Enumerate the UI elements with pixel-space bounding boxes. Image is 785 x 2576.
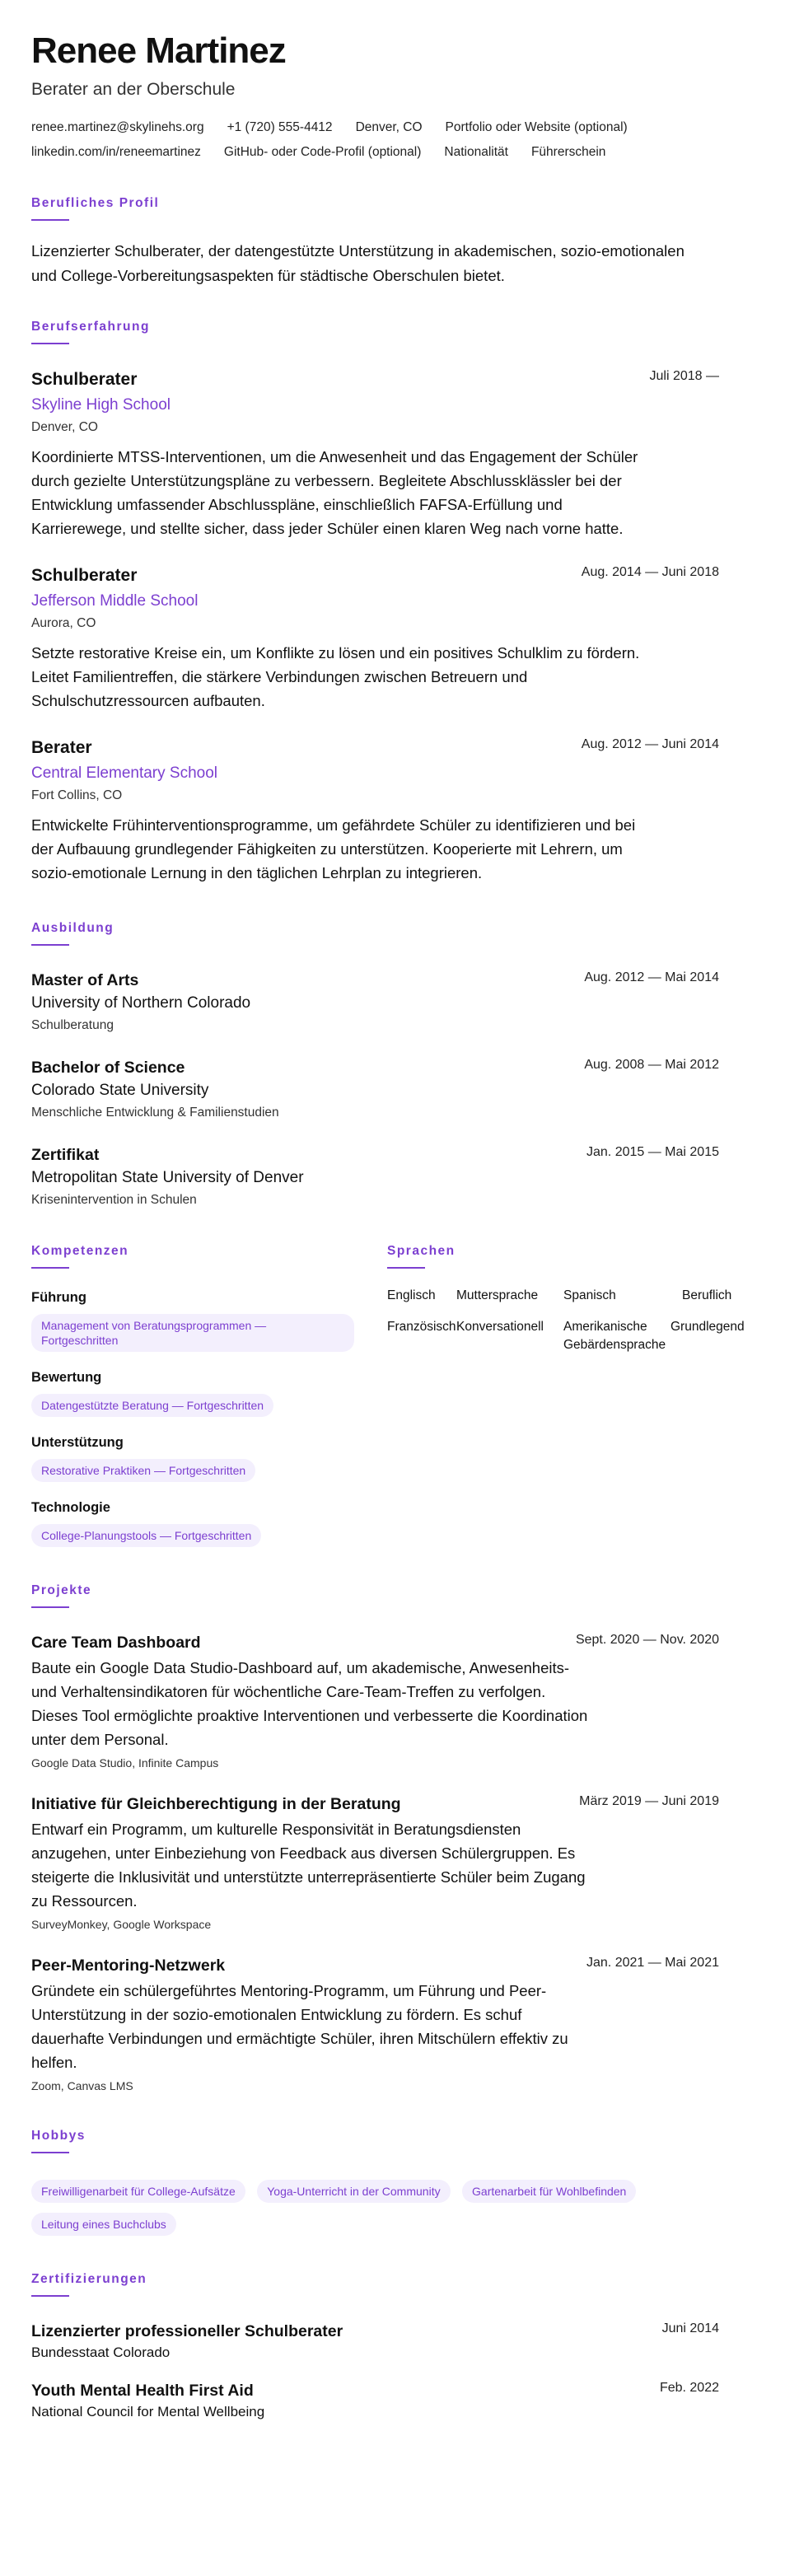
project-title: Care Team Dashboard — [31, 1634, 201, 1652]
projects-section — [31, 1583, 754, 2092]
education-degree: Bachelor of Science — [31, 1059, 185, 1077]
section-title: Ausbildung — [31, 921, 114, 935]
language-name: Englisch — [387, 1288, 436, 1302]
section-divider — [31, 2152, 69, 2153]
contact-github[interactable]: GitHub- oder Code-Profil (optional) — [223, 145, 422, 159]
project-description: Entwarf ein Programm, um kulturelle Responsivität in Beratungsdiensten anzugehen, unter Einbeziehung von Feedback aus diversen Schülergruppen. Es steigerte die Inklusivität und unterstützte unterrepräsentierte Schüler beim Zugang zu Ressourcen. — [31, 1821, 586, 1910]
job-description: Entwickelte Frühinterventionsprogramme, um gefährdete Schüler zu identifizieren und bei der Aufbauung grundlegender Fähigkeiten zu unterstützen. Kooperierte mit Lehrern, um sozio-emotionale Lernung in den täglichen Lehrplan zu integrieren. — [31, 816, 636, 881]
certification-entry — [31, 2381, 754, 2420]
section-divider — [31, 1267, 69, 1269]
certification-issuer: Bundesstaat Colorado — [31, 2345, 171, 2360]
job-company: Skyline High School — [31, 396, 171, 414]
section-title: Berufserfahrung — [31, 320, 150, 334]
profile-text: Lizenzierter Schulberater, der datengestützte Unterstützung in akademischen, sozio-emotionalen und College-Vorbereitungsaspekten für städtische Oberschulen bietet. — [31, 242, 685, 284]
language-level: Beruflich — [682, 1288, 732, 1302]
certification-title: Lizenzierter professioneller Schulberater — [31, 2322, 343, 2340]
job-entry — [31, 737, 754, 885]
skills-section — [31, 1244, 354, 1547]
section-divider — [31, 944, 69, 946]
section-title: Berufliches Profil — [31, 196, 160, 210]
contact-linkedin[interactable]: linkedin.com/in/reneemartinez — [31, 145, 201, 159]
education-entry — [31, 1058, 754, 1120]
contact-phone[interactable]: +1 (720) 555-4412 — [227, 120, 333, 134]
section-title: Sprachen — [387, 1244, 456, 1258]
contact-license: Führerschein — [530, 145, 606, 159]
certification-entry — [31, 2321, 754, 2361]
skill-category: Unterstützung — [31, 1435, 124, 1450]
job-entry — [31, 369, 754, 540]
education-entry — [31, 970, 754, 1033]
job-date: Juli 2018 — — [649, 369, 719, 383]
education-school: Colorado State University — [31, 1082, 209, 1099]
language-name: Amerikanische Gebärdensprache — [563, 1320, 666, 1352]
skills-languages-row — [31, 1244, 754, 1547]
job-location: Aurora, CO — [31, 616, 96, 630]
skill-category: Technologie — [31, 1500, 110, 1515]
section-divider — [31, 219, 69, 221]
project-tech: SurveyMonkey, Google Workspace — [31, 1918, 212, 1931]
profile-section — [31, 196, 754, 288]
project-date: März 2019 — Juni 2019 — [579, 1794, 719, 1808]
contact-location: Denver, CO — [355, 120, 423, 134]
job-description: Setzte restorative Kreise ein, um Konflikte zu lösen und ein positives Schulklim zu fördern. Leitet Familientreffen, die stärkere Verbindungen zwischen Betreuern und Schulschutzressourcen aufbauten. — [31, 644, 640, 709]
job-title: Schulberater — [31, 566, 138, 585]
certification-issuer: National Council for Mental Wellbeing — [31, 2404, 265, 2419]
section-title: Kompetenzen — [31, 1244, 129, 1258]
section-divider — [387, 1267, 425, 1269]
hobby-pill: Yoga-Unterricht in der Community — [257, 2180, 450, 2203]
project-description: Baute ein Google Data Studio-Dashboard auf, um akademische, Anwesenheits- und Verhaltensindikatoren für wöchentliche Care-Team-Treffen zu verfolgen. Dieses Tool ermöglichte proaktive Interventionen und verbesserte die Koordination unter dem Personal. — [31, 1659, 588, 1748]
contact-nationality: Nationalität — [444, 145, 508, 159]
job-description: Koordinierte MTSS-Interventionen, um die Anwesenheit und das Engagement der Schüler durch gezielte Unterstützungspläne zu verbessern. Begleitete Abschlussklässler bei der Entwicklung umfassender Abschlusspläne, einschließlich FAFSA-Erfüllung und Karrierewege, und stellte sicher, dass jeder Schüler einen klaren Weg nach vorne hatte. — [31, 448, 638, 537]
certification-date: Feb. 2022 — [659, 2381, 719, 2395]
project-entry — [31, 1956, 754, 2092]
job-location: Denver, CO — [31, 420, 98, 434]
experience-section — [31, 320, 754, 885]
section-title: Zertifizierungen — [31, 2272, 147, 2286]
skill-category: Führung — [31, 1290, 86, 1305]
section-divider — [31, 343, 69, 344]
person-name: Renee Martinez — [31, 30, 286, 71]
contact-email[interactable]: renee.martinez@skylinehs.org — [31, 120, 204, 134]
job-entry — [31, 565, 754, 713]
education-entry — [31, 1145, 754, 1208]
hobby-pill: Freiwilligenarbeit für College-Aufsätze — [31, 2180, 245, 2203]
language-level: Grundlegend — [671, 1320, 745, 1334]
section-divider — [31, 2295, 69, 2297]
languages-section — [387, 1244, 766, 1547]
education-school: University of Northern Colorado — [31, 994, 251, 1012]
project-date: Sept. 2020 — Nov. 2020 — [575, 1633, 719, 1647]
job-location: Fort Collins, CO — [31, 788, 123, 802]
education-date: Aug. 2008 — Mai 2012 — [584, 1058, 719, 1072]
language-level: Konversationell — [456, 1320, 544, 1334]
language-name: Spanisch — [563, 1288, 616, 1302]
project-title: Initiative für Gleichberechtigung in der Beratung — [31, 1795, 401, 1813]
education-date: Aug. 2012 — Mai 2014 — [584, 970, 719, 984]
hobbies-list — [31, 2170, 756, 2236]
skill-pill: Datengestützte Beratung — Fortgeschritten — [31, 1394, 273, 1417]
person-role: Berater an der Oberschule — [31, 80, 236, 99]
section-title: Projekte — [31, 1583, 92, 1597]
contact-portfolio[interactable]: Portfolio oder Website (optional) — [445, 120, 628, 134]
contact-list — [31, 120, 740, 160]
skill-category: Bewertung — [31, 1370, 102, 1385]
education-degree: Zertifikat — [31, 1146, 100, 1164]
language-level: Muttersprache — [456, 1288, 539, 1302]
job-date: Aug. 2012 — Juni 2014 — [581, 737, 719, 751]
project-title: Peer-Mentoring-Netzwerk — [31, 1957, 226, 1975]
job-title: Schulberater — [31, 370, 138, 389]
language-name: Französisch — [387, 1320, 456, 1334]
education-school: Metropolitan State University of Denver — [31, 1169, 304, 1186]
job-date: Aug. 2014 — Juni 2018 — [581, 565, 719, 579]
languages-grid — [387, 1287, 766, 1354]
resume-header — [31, 30, 754, 160]
certifications-section — [31, 2272, 754, 2420]
certification-date: Juni 2014 — [661, 2321, 719, 2335]
education-field: Krisenintervention in Schulen — [31, 1193, 197, 1207]
job-company: Central Elementary School — [31, 764, 217, 782]
education-date: Jan. 2015 — Mai 2015 — [586, 1145, 719, 1159]
hobby-pill: Leitung eines Buchclubs — [31, 2213, 176, 2236]
job-company: Jefferson Middle School — [31, 592, 199, 610]
project-description: Gründete ein schülergeführtes Mentoring-Programm, um Führung und Peer-Unterstützung in der sozio-emotionalen Entwicklung zu fördern. Es schuf dauerhafte Verbindungen und ermächtigte Schüler, ihren Mitschülern effektiv zu helfen. — [31, 1982, 568, 2071]
hobbies-section — [31, 2129, 754, 2236]
section-title: Hobbys — [31, 2129, 86, 2143]
section-divider — [31, 1606, 69, 1608]
job-title: Berater — [31, 738, 92, 757]
certification-title: Youth Mental Health First Aid — [31, 2382, 254, 2400]
project-date: Jan. 2021 — Mai 2021 — [586, 1956, 719, 1970]
education-degree: Master of Arts — [31, 971, 139, 989]
skill-pill: College-Planungstools — Fortgeschritten — [31, 1524, 261, 1547]
project-tech: Google Data Studio, Infinite Campus — [31, 1756, 219, 1770]
education-section — [31, 921, 754, 1208]
skill-pill: Management von Beratungsprogrammen — Fortgeschritten — [31, 1314, 354, 1352]
project-tech: Zoom, Canvas LMS — [31, 2079, 133, 2092]
project-entry — [31, 1633, 754, 1770]
education-field: Menschliche Entwicklung & Familienstudien — [31, 1106, 279, 1120]
skill-pill: Restorative Praktiken — Fortgeschritten — [31, 1459, 255, 1482]
project-entry — [31, 1794, 754, 1931]
hobby-pill: Gartenarbeit für Wohlbefinden — [462, 2180, 636, 2203]
education-field: Schulberatung — [31, 1018, 114, 1032]
